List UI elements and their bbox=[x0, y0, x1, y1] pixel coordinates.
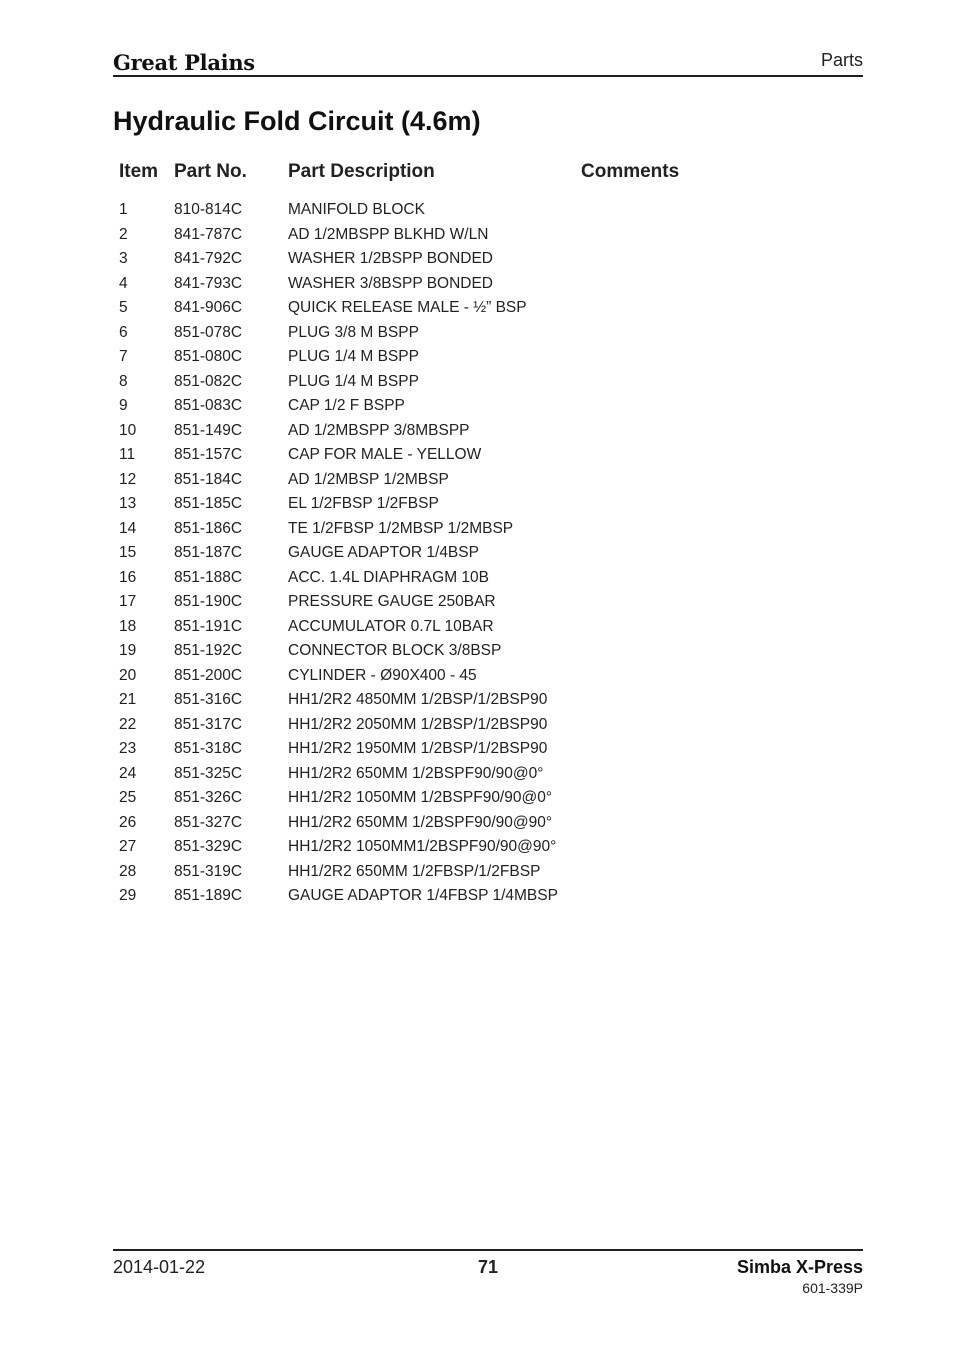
part-description: HH1/2R2 650MM 1/2BSPF90/90@0° bbox=[288, 764, 544, 782]
item-number: 24 bbox=[119, 764, 137, 782]
table-row bbox=[0, 615, 954, 640]
column-header-item: Item bbox=[119, 161, 159, 182]
part-number: 851-189C bbox=[174, 887, 243, 904]
part-number: 851-184C bbox=[174, 470, 243, 488]
part-description: WASHER 1/2BSPP BONDED bbox=[288, 250, 494, 267]
item-number: 10 bbox=[119, 421, 137, 439]
part-number: 851-192C bbox=[174, 642, 243, 659]
item-number: 12 bbox=[119, 470, 137, 488]
item-number: 11 bbox=[119, 446, 136, 463]
part-description: PLUG 1/4 M BSPP bbox=[288, 348, 419, 365]
table-row bbox=[0, 296, 954, 321]
part-description: GAUGE ADAPTOR 1/4FBSP 1/4MBSP bbox=[288, 887, 558, 904]
table-row bbox=[0, 443, 954, 468]
table-row bbox=[0, 762, 954, 787]
item-number: 2 bbox=[119, 225, 128, 243]
item-number: 23 bbox=[119, 740, 137, 757]
document-code: 601-339P bbox=[802, 1280, 863, 1296]
item-number: 22 bbox=[119, 715, 137, 733]
page-header bbox=[113, 48, 863, 77]
part-number: 841-906C bbox=[174, 299, 243, 316]
part-number: 851-185C bbox=[174, 495, 243, 512]
table-row bbox=[0, 884, 954, 909]
part-description: AD 1/2MBSP 1/2MBSP bbox=[288, 470, 449, 488]
table-row bbox=[0, 468, 954, 493]
part-number: 851-149C bbox=[174, 421, 243, 439]
item-number: 29 bbox=[119, 887, 137, 904]
table-row bbox=[0, 492, 954, 517]
column-header-description: Part Description bbox=[288, 161, 435, 182]
table-row bbox=[0, 345, 954, 370]
column-header-comments: Comments bbox=[581, 161, 680, 182]
part-number: 841-792C bbox=[174, 250, 243, 267]
part-description: HH1/2R2 650MM 1/2BSPF90/90@90° bbox=[288, 813, 553, 831]
item-number: 21 bbox=[119, 691, 137, 708]
table-row bbox=[0, 860, 954, 885]
table-row bbox=[0, 198, 954, 223]
table-row bbox=[0, 541, 954, 566]
item-number: 14 bbox=[119, 519, 137, 537]
part-description: TE 1/2FBSP 1/2MBSP 1/2MBSP bbox=[288, 519, 514, 537]
parts-table-body bbox=[0, 198, 954, 909]
part-number: 851-200C bbox=[174, 666, 243, 684]
table-row bbox=[0, 737, 954, 762]
part-description: HH1/2R2 1050MM1/2BSPF90/90@90° bbox=[288, 838, 557, 855]
item-number: 15 bbox=[119, 544, 137, 561]
part-description: QUICK RELEASE MALE - ½” BSP bbox=[288, 299, 527, 316]
part-description: HH1/2R2 1050MM 1/2BSPF90/90@0° bbox=[288, 789, 553, 806]
table-row bbox=[0, 639, 954, 664]
part-description: GAUGE ADAPTOR 1/4BSP bbox=[288, 544, 479, 561]
part-number: 851-325C bbox=[174, 764, 243, 782]
table-row bbox=[0, 321, 954, 346]
item-number: 17 bbox=[119, 593, 137, 610]
page-number: 71 bbox=[477, 1257, 499, 1277]
table-row bbox=[0, 664, 954, 689]
item-number: 20 bbox=[119, 666, 137, 684]
table-row bbox=[0, 835, 954, 860]
part-description: AD 1/2MBSPP 3/8MBSPP bbox=[288, 421, 470, 439]
part-number: 851-190C bbox=[174, 593, 243, 610]
part-description: HH1/2R2 2050MM 1/2BSP/1/2BSP90 bbox=[288, 715, 548, 733]
part-number: 851-157C bbox=[174, 446, 243, 463]
part-description: CYLINDER - Ø90X400 - 45 bbox=[288, 666, 477, 684]
part-description: CAP 1/2 F BSPP bbox=[288, 397, 405, 414]
table-row bbox=[0, 419, 954, 444]
part-number: 851-329C bbox=[174, 838, 243, 855]
part-description: ACC. 1.4L DIAPHRAGM 10B bbox=[288, 568, 489, 586]
product-name: Simba X-Press bbox=[736, 1257, 863, 1277]
part-number: 851-317C bbox=[174, 715, 243, 733]
part-number: 851-188C bbox=[174, 568, 243, 586]
part-description: PRESSURE GAUGE 250BAR bbox=[288, 593, 496, 610]
item-number: 18 bbox=[119, 617, 137, 635]
part-number: 851-083C bbox=[174, 397, 243, 414]
part-description: CONNECTOR BLOCK 3/8BSP bbox=[288, 642, 502, 659]
part-number: 851-327C bbox=[174, 813, 243, 831]
part-number: 851-316C bbox=[174, 691, 243, 708]
part-number: 851-082C bbox=[174, 372, 243, 390]
item-number: 25 bbox=[119, 789, 137, 806]
table-row bbox=[0, 811, 954, 836]
item-number: 6 bbox=[119, 323, 128, 341]
part-number: 841-787C bbox=[174, 225, 243, 243]
page-title: Hydraulic Fold Circuit (4.6m) bbox=[113, 106, 481, 136]
item-number: 4 bbox=[119, 274, 128, 292]
part-number: 851-078C bbox=[174, 323, 243, 341]
part-number: 851-318C bbox=[174, 740, 243, 757]
part-number: 851-319C bbox=[174, 862, 243, 880]
table-row bbox=[0, 247, 954, 272]
page-footer bbox=[113, 1249, 863, 1301]
part-description: AD 1/2MBSPP BLKHD W/LN bbox=[288, 225, 489, 243]
table-row bbox=[0, 517, 954, 542]
section-label: Parts bbox=[820, 50, 863, 70]
table-row bbox=[0, 223, 954, 248]
part-description: EL 1/2FBSP 1/2FBSP bbox=[288, 495, 439, 512]
part-number: 810-814C bbox=[174, 201, 243, 218]
item-number: 16 bbox=[119, 568, 137, 586]
part-number: 841-793C bbox=[174, 274, 243, 292]
item-number: 8 bbox=[119, 372, 128, 390]
item-number: 19 bbox=[119, 642, 137, 659]
part-number: 851-326C bbox=[174, 789, 243, 806]
part-description: HH1/2R2 650MM 1/2FBSP/1/2FBSP bbox=[288, 862, 541, 880]
table-row bbox=[0, 566, 954, 591]
item-number: 13 bbox=[119, 495, 137, 512]
part-number: 851-186C bbox=[174, 519, 243, 537]
item-number: 27 bbox=[119, 838, 137, 855]
item-number: 9 bbox=[119, 397, 128, 414]
item-number: 28 bbox=[119, 862, 137, 880]
item-number: 5 bbox=[119, 299, 128, 316]
item-number: 3 bbox=[119, 250, 128, 267]
part-number: 851-187C bbox=[174, 544, 243, 561]
part-number: 851-191C bbox=[174, 617, 243, 635]
table-row bbox=[0, 590, 954, 615]
item-number: 1 bbox=[119, 201, 128, 218]
table-row bbox=[0, 786, 954, 811]
footer-date: 2014-01-22 bbox=[113, 1257, 206, 1277]
table-row bbox=[0, 394, 954, 419]
brand-logo: Great Plains bbox=[113, 50, 255, 75]
item-number: 26 bbox=[119, 813, 137, 831]
part-description: MANIFOLD BLOCK bbox=[288, 201, 425, 218]
item-number: 7 bbox=[119, 348, 128, 365]
part-description: ACCUMULATOR 0.7L 10BAR bbox=[288, 617, 494, 635]
table-row bbox=[0, 713, 954, 738]
part-description: PLUG 3/8 M BSPP bbox=[288, 323, 419, 341]
part-description: HH1/2R2 1950MM 1/2BSP/1/2BSP90 bbox=[288, 740, 548, 757]
part-description: PLUG 1/4 M BSPP bbox=[288, 372, 419, 390]
table-row bbox=[0, 370, 954, 395]
part-number: 851-080C bbox=[174, 348, 243, 365]
part-description: WASHER 3/8BSPP BONDED bbox=[288, 274, 494, 292]
table-row bbox=[0, 272, 954, 297]
column-header-part-no: Part No. bbox=[174, 161, 247, 182]
part-description: HH1/2R2 4850MM 1/2BSP/1/2BSP90 bbox=[288, 691, 548, 708]
part-description: CAP FOR MALE - YELLOW bbox=[288, 446, 482, 463]
table-row bbox=[0, 688, 954, 713]
